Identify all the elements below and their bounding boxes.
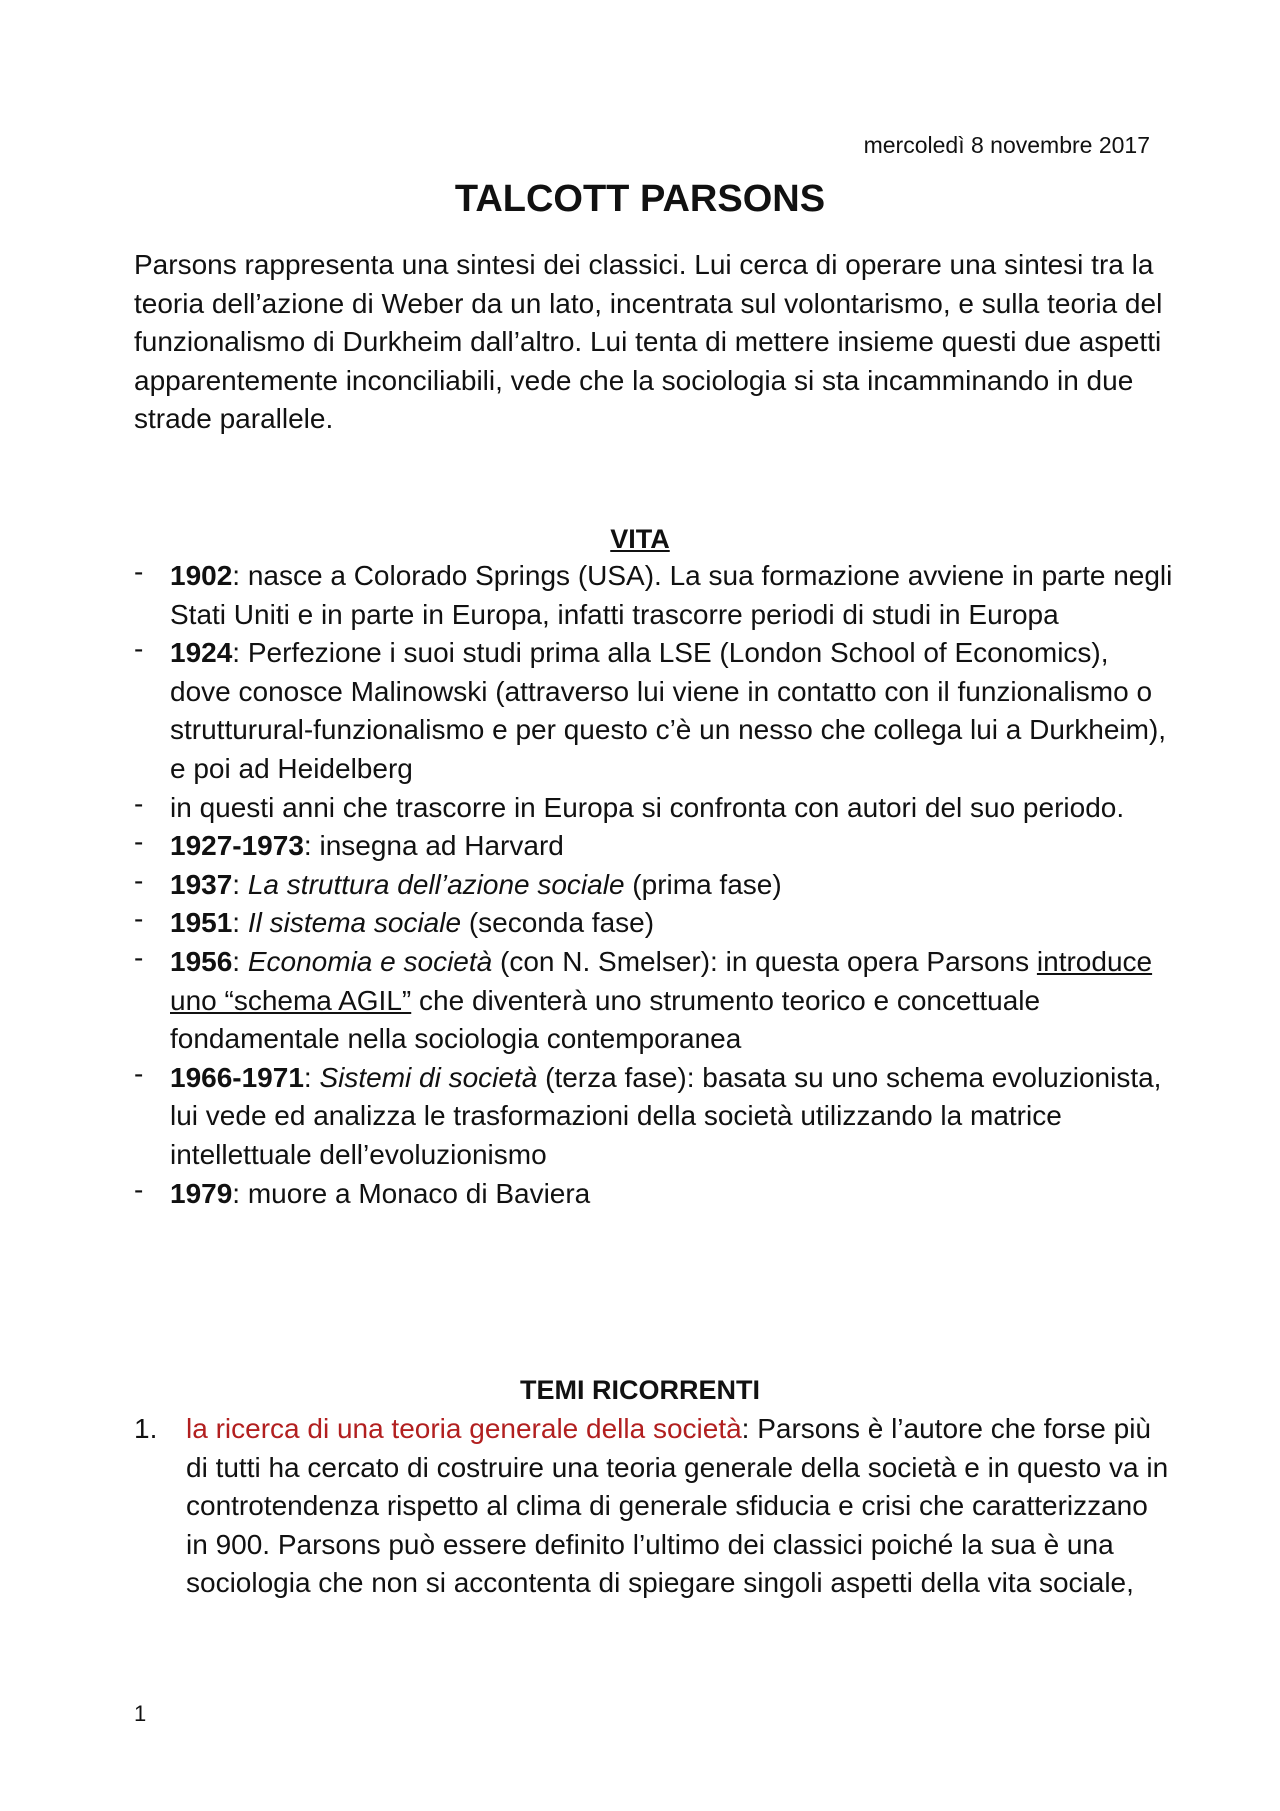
document-title: TALCOTT PARSONS	[454, 178, 826, 220]
item-highlight: la ricerca di una teoria generale della società	[186, 1413, 742, 1444]
bullet-dash: -	[134, 864, 144, 896]
bullet-dash: -	[134, 1173, 144, 1205]
item-text: (prima fase)	[624, 868, 782, 900]
bullet-dash: -	[134, 1057, 144, 1089]
list-item: - 1937: La struttura dell’azione sociale (prima fase)	[134, 866, 1174, 905]
item-text: muore a Monaco di Baviera	[247, 1177, 591, 1209]
document-date: mercoledì 8 novembre 2017	[863, 132, 1150, 158]
item-year: 1927-1973	[170, 830, 304, 862]
item-text: nasce a Colorado Springs (USA). La sua formazione avviene in parte negli Stati Uniti e in parte in Europa, infatti trascorre periodi di studi in Europa	[170, 560, 1173, 630]
bullet-dash: -	[134, 556, 144, 587]
page-number: 1	[134, 1701, 147, 1726]
item-year: 1951	[170, 907, 233, 939]
item-year: 1902	[170, 560, 233, 591]
vita-heading	[0, 520, 1280, 558]
bullet-dash: -	[134, 633, 144, 665]
bullet-dash: -	[134, 826, 144, 858]
list-item: - 1951: Il sistema sociale (seconda fase)	[134, 904, 1174, 943]
item-underlined-text: introduce uno “schema AGIL”	[170, 945, 1153, 1016]
item-number: 1.	[134, 1413, 158, 1444]
temi-heading: TEMI RICORRENTI	[520, 1375, 760, 1405]
list-item: - 1966-1971: Sistemi di società (terza fase): basata su uno schema evoluzionista, lui vede ed analizza le trasformazioni della società utilizzando la matrice intellettuale dell’evoluzionismo	[134, 1059, 1174, 1175]
item-text: (con N. Smelser): in questa opera Parsons	[492, 945, 1037, 977]
bullet-dash: -	[134, 903, 144, 935]
item-text: : Parsons è l’autore che forse più di tutti ha cercato di costruire una teoria generale della società e in questo va in controtendenza rispetto al clima di generale sfiducia e crisi che caratterizzano in 900. Parsons può essere definito l’ultimo dei classici poiché la sua è una sociologia che non si accontenta di spiegare singoli aspetti della vita sociale,	[186, 1413, 1169, 1599]
list-item: - 1902: nasce a Colorado Springs (USA). La sua formazione avviene in parte negli Stati Uniti e in parte in Europa, infatti trascorre periodi di studi in Europa	[134, 557, 1174, 634]
list-item: - 1924: Perfezione i suoi studi prima alla LSE (London School of Economics), dove conosce Malinowski (attraverso lui viene in contatto con il funzionalismo o strutturural-funzionalismo e per questo c’è un nesso che collega lui a Durkheim), e poi ad Heidelberg	[134, 634, 1174, 788]
vita-heading-text: VITA	[610, 524, 670, 554]
item-year: 1956	[170, 945, 233, 977]
item-work-title: Economia e società	[247, 945, 493, 977]
item-text: in questi anni che trascorre in Europa si confronta con autori del suo periodo.	[170, 791, 1125, 823]
vita-list	[134, 557, 1174, 1213]
item-year: 1979	[170, 1177, 233, 1209]
item-text: (seconda fase)	[461, 907, 655, 939]
item-year: 1937	[170, 868, 233, 900]
item-work-title: La struttura dell’azione sociale	[247, 868, 625, 900]
list-item: - 1956: Economia e società (con N. Smelser): in questa opera Parsons introduce uno “schema AGIL” che diventerà uno strumento teorico e concettuale fondamentale nella sociologia contemporanea	[134, 943, 1174, 1059]
bullet-dash: -	[134, 787, 144, 819]
item-text: (terza fase): basata su uno schema evoluzionista, lui vede ed analizza le trasformazioni della società utilizzando la matrice intellettuale dell’evoluzionismo	[170, 1061, 1162, 1170]
item-text: insegna ad Harvard	[319, 830, 564, 862]
list-item	[134, 789, 1174, 828]
item-work-title: Sistemi di società	[319, 1061, 538, 1093]
list-item	[134, 1410, 1174, 1603]
item-year: 1924	[170, 637, 233, 669]
temi-list	[134, 1410, 1174, 1603]
bullet-dash: -	[134, 941, 144, 973]
list-item: - 1927-1973: insegna ad Harvard	[134, 827, 1174, 866]
item-text-after: che diventerà uno strumento teorico e concettuale fondamentale nella sociologia contemporanea	[170, 984, 1041, 1055]
list-item: - 1979: muore a Monaco di Baviera	[134, 1175, 1174, 1214]
item-work-title: Il sistema sociale	[247, 907, 462, 939]
intro-paragraph: Parsons rappresenta una sintesi dei classici. Lui cerca di operare una sintesi tra la teoria dell’azione di Weber da un lato, incentrata sul volontarismo, e sulla teoria del funzionalismo di Durkheim dall’altro. Lui tenta di mettere insieme questi due aspetti apparentemente inconciliabili, vede che la sociologia si sta incamminando in due strade parallele.	[134, 249, 1163, 435]
item-year: 1966-1971	[170, 1061, 304, 1093]
item-text: Perfezione i suoi studi prima alla LSE (London School of Economics), dove conosce Malinowski (attraverso lui viene in contatto con il funzionalismo o strutturural-funzionalismo e per questo c’è un nesso che collega lui a Durkheim), e poi ad Heidelberg	[170, 637, 1167, 784]
